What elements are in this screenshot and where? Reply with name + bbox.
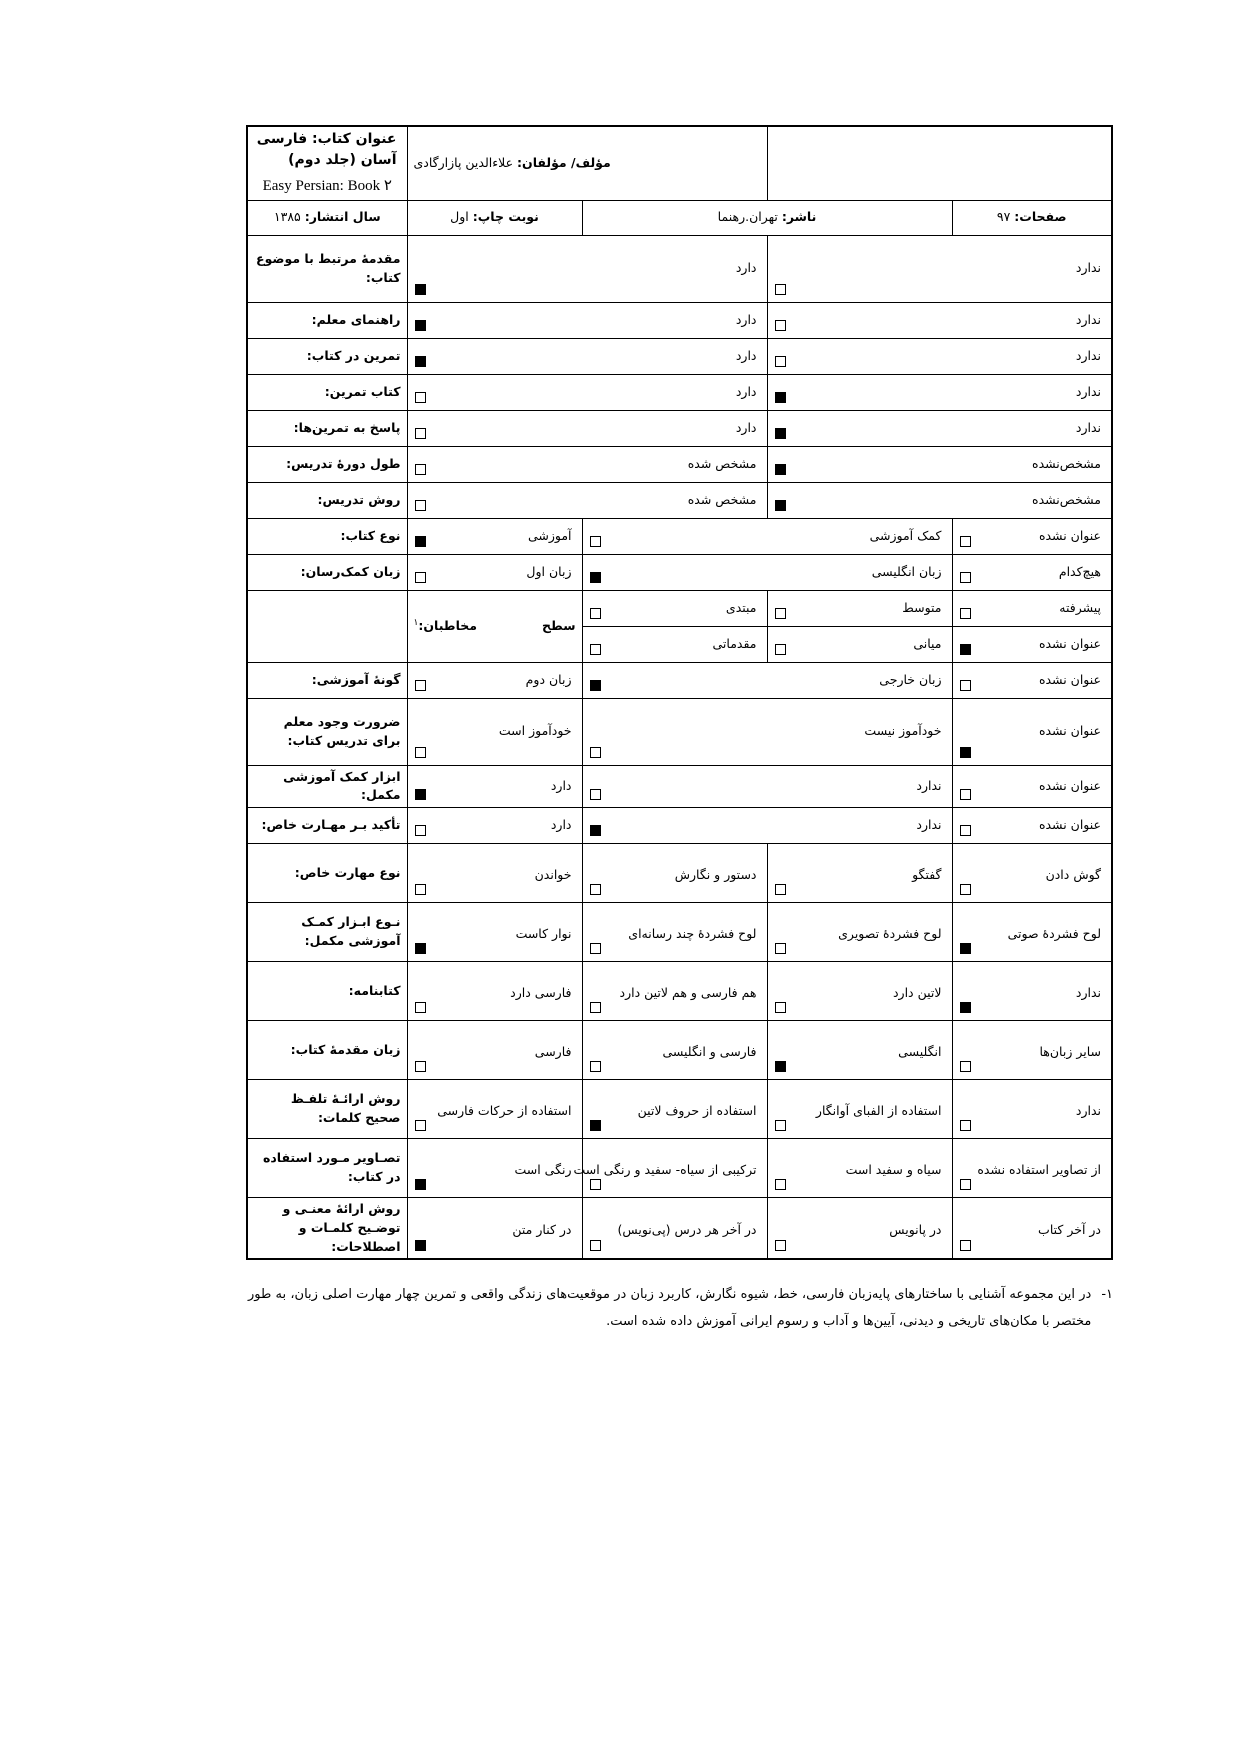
option-cell[interactable] (582, 554, 952, 590)
criterion-label: نوع کتاب: (247, 518, 407, 554)
checkbox-unchecked-icon[interactable] (590, 789, 601, 800)
option-cell[interactable] (952, 518, 1112, 554)
footnote-marker: ۱- (1101, 1287, 1113, 1303)
checkbox-unchecked-icon[interactable] (960, 825, 971, 836)
checkbox-unchecked-icon[interactable] (775, 1240, 786, 1251)
option-cell[interactable] (767, 844, 952, 903)
option-cell[interactable] (767, 1021, 952, 1080)
checkbox-unchecked-icon[interactable] (590, 1002, 601, 1013)
option-label: لوح فشردهٔ تصویری (838, 925, 942, 941)
option-cell[interactable] (407, 662, 582, 698)
option-label: مشخص شده (687, 455, 757, 471)
checkbox-checked-icon[interactable] (775, 1061, 786, 1072)
checkbox-checked-icon[interactable] (590, 825, 601, 836)
option-label: ندارد (1075, 260, 1101, 276)
option-label: در آخر کتاب (1038, 1221, 1101, 1237)
option-cell[interactable] (952, 554, 1112, 590)
option-cell[interactable] (767, 962, 952, 1021)
author-label: مؤلف/ مؤلفان: (517, 154, 611, 170)
option-cell[interactable] (952, 698, 1112, 765)
criterion-row (247, 903, 1112, 962)
checkbox-unchecked-icon[interactable] (415, 680, 426, 691)
criterion-label: تمرین در کتاب: (247, 338, 407, 374)
checkbox-checked-icon[interactable] (775, 392, 786, 403)
criterion-row (247, 698, 1112, 765)
criterion-row (247, 302, 1112, 338)
footnote-text: در این مجموعه آشنایی با ساختارهای پایه‌زبان فارسی، خط، شیوه نگارش، کاربرد زبان در موقعیت‌های زندگی واقعی و تمرین چهار مهارت اصلی زبان، به طور مختصر با مکان‌های تاریخی و دیدنی، آیین‌ها و آداب و رسوم ایرانی آموزش داده شده است. (248, 1287, 1092, 1329)
option-cell[interactable] (407, 962, 582, 1021)
pages-value: ۹۷ (996, 209, 1011, 225)
checkbox-unchecked-icon[interactable] (415, 500, 426, 511)
checkbox-checked-icon[interactable] (590, 1120, 601, 1131)
option-label: سایر زبان‌ها (1039, 1043, 1101, 1059)
checkbox-unchecked-icon[interactable] (775, 943, 786, 954)
option-cell[interactable] (407, 1021, 582, 1080)
publisher-label: ناشر: (781, 209, 817, 225)
criterion-label: ضرورت وجود معلم برای تدریس کتاب: (247, 698, 407, 765)
option-cell[interactable] (767, 1080, 952, 1139)
option-label: ندارد (1075, 984, 1101, 1000)
option-cell[interactable] (582, 903, 767, 962)
option-label: هیچ‌کدام (1058, 563, 1101, 579)
option-cell[interactable] (952, 1139, 1112, 1198)
option-label: سیاه و سفید است (845, 1161, 942, 1177)
option-label: کمک آموزشی (869, 527, 942, 543)
criterion-row (247, 338, 1112, 374)
option-label: لوح فشردهٔ چند رسانه‌ای (628, 925, 757, 941)
checkbox-checked-icon[interactable] (415, 536, 426, 547)
option-cell[interactable] (582, 590, 767, 626)
year-cell (247, 200, 407, 235)
option-label: گفتگو (912, 866, 942, 882)
book-title-fa-value: فارسی آسان (جلد دوم) (256, 131, 397, 168)
criterion-row (247, 374, 1112, 410)
checkbox-unchecked-icon[interactable] (415, 884, 426, 895)
option-label: مشخص‌نشده (1032, 455, 1101, 471)
option-cell[interactable] (407, 518, 582, 554)
author-value: علاءالدین پازارگادی (413, 154, 514, 170)
checkbox-unchecked-icon[interactable] (590, 884, 601, 895)
option-cell[interactable] (407, 338, 767, 374)
checkbox-unchecked-icon[interactable] (960, 1179, 971, 1190)
criterion-label: تأکید بـر مهـارت خاص: (247, 808, 407, 844)
publisher-cell (582, 200, 952, 235)
book-title-cell (247, 126, 407, 200)
option-label: عنوان نشده (1038, 817, 1101, 833)
option-cell[interactable] (767, 626, 952, 662)
option-cell[interactable] (767, 446, 1112, 482)
option-label: دارد (735, 383, 757, 399)
option-cell[interactable] (407, 1139, 582, 1198)
option-label: زبان خارجی (879, 671, 942, 687)
option-cell[interactable] (952, 844, 1112, 903)
checkbox-checked-icon[interactable] (415, 356, 426, 367)
option-label: زبان اول (526, 563, 572, 579)
option-cell[interactable] (767, 410, 1112, 446)
option-cell[interactable] (767, 1139, 952, 1198)
option-label: مبتدی (725, 599, 757, 615)
checkbox-checked-icon[interactable] (415, 1240, 426, 1251)
option-label: دارد (550, 817, 572, 833)
option-label: انگلیسی (898, 1043, 942, 1059)
checkbox-unchecked-icon[interactable] (775, 1120, 786, 1131)
criterion-label: طول دورهٔ تدریس: (247, 446, 407, 482)
option-label: دارد (735, 311, 757, 327)
option-label: خودآموز است (498, 723, 572, 739)
author-cell (407, 126, 767, 200)
criterion-label: گونهٔ آموزشی: (247, 662, 407, 698)
criterion-label: زبان مقدمهٔ کتاب: (247, 1021, 407, 1080)
checkbox-unchecked-icon[interactable] (775, 1179, 786, 1190)
option-label: فارسی (534, 1043, 572, 1059)
criterion-label: سطح مخاطبان:$^۱$ (407, 590, 582, 662)
checkbox-unchecked-icon[interactable] (415, 428, 426, 439)
criterion-row (247, 662, 1112, 698)
option-label: پیشرفته (1059, 599, 1101, 615)
option-label: دارد (735, 260, 757, 276)
criterion-label: روش ارائهٔ معنـی و توضـیح کلمـات و اصطلاحات: (247, 1198, 407, 1260)
criterion-label: مقدمهٔ مرتبط با موضوع کتاب: (247, 235, 407, 302)
option-cell[interactable] (767, 1198, 952, 1260)
option-label: عنوان نشده (1038, 635, 1101, 651)
edition-cell (407, 200, 582, 235)
option-label: عنوان نشده (1038, 777, 1101, 793)
option-cell[interactable] (952, 662, 1112, 698)
option-label: زبان دوم (525, 671, 572, 687)
option-cell[interactable] (582, 698, 952, 765)
header-blank-cell (767, 126, 1112, 200)
checkbox-unchecked-icon[interactable] (775, 284, 786, 295)
option-cell[interactable] (767, 903, 952, 962)
checkbox-checked-icon[interactable] (415, 1179, 426, 1190)
criterion-label: نـوع ابـزار کمـک آموزشی مکمل: (247, 903, 407, 962)
option-label: متوسط (902, 599, 942, 615)
checkbox-unchecked-icon[interactable] (415, 747, 426, 758)
option-label: ندارد (1075, 347, 1101, 363)
option-cell[interactable] (407, 235, 767, 302)
option-cell[interactable] (407, 302, 767, 338)
option-cell[interactable] (767, 590, 952, 626)
option-label: خودآموز نیست (864, 723, 942, 739)
option-label: هم فارسی و هم لاتین دارد (619, 984, 757, 1000)
criterion-row (247, 235, 1112, 302)
option-label: در پانویس (889, 1221, 942, 1237)
option-cell[interactable] (582, 844, 767, 903)
option-label: دستور و نگارش (674, 866, 757, 882)
checkbox-unchecked-icon[interactable] (415, 572, 426, 583)
option-cell[interactable] (407, 410, 767, 446)
criterion-row (247, 518, 1112, 554)
criterion-label: زبان کمک‌رسان: (247, 554, 407, 590)
checkbox-unchecked-icon[interactable] (415, 1120, 426, 1131)
option-label: ندارد (916, 817, 942, 833)
checkbox-checked-icon[interactable] (775, 428, 786, 439)
checkbox-checked-icon[interactable] (415, 789, 426, 800)
pages-label: صفحات: (1014, 209, 1067, 225)
checkbox-unchecked-icon[interactable] (590, 747, 601, 758)
criterion-row (247, 1080, 1112, 1139)
criterion-row (247, 626, 1112, 662)
checkbox-checked-icon[interactable] (775, 464, 786, 475)
checkbox-unchecked-icon[interactable] (960, 1120, 971, 1131)
option-label: رنگی است (514, 1161, 572, 1177)
checkbox-checked-icon[interactable] (415, 284, 426, 295)
checkbox-unchecked-icon[interactable] (590, 608, 601, 619)
option-cell[interactable] (952, 808, 1112, 844)
checkbox-unchecked-icon[interactable] (775, 356, 786, 367)
option-label: عنوان نشده (1038, 671, 1101, 687)
checkbox-unchecked-icon[interactable] (775, 884, 786, 895)
option-cell[interactable] (952, 1021, 1112, 1080)
option-cell[interactable] (767, 235, 1112, 302)
criterion-label: تصـاویر مـورد استفاده در کتاب: (247, 1139, 407, 1198)
option-label: در آخر هر درس (پی‌نویس) (617, 1221, 757, 1237)
checkbox-unchecked-icon[interactable] (960, 1240, 971, 1251)
option-label: لاتین دارد (892, 984, 942, 1000)
option-cell[interactable] (407, 903, 582, 962)
header-row-meta (247, 200, 1112, 235)
criterion-row (247, 410, 1112, 446)
checkbox-unchecked-icon[interactable] (415, 1061, 426, 1072)
option-label: استفاده از حروف لاتین (637, 1102, 757, 1118)
checkbox-unchecked-icon[interactable] (775, 644, 786, 655)
option-cell[interactable] (767, 338, 1112, 374)
book-title-label: عنوان کتاب: (312, 131, 397, 147)
criterion-row (247, 765, 1112, 808)
option-label: استفاده از حرکات فارسی (437, 1102, 572, 1118)
criterion-label: پاسخ به تمرین‌ها: (247, 410, 407, 446)
option-label: فارسی و انگلیسی (662, 1043, 757, 1059)
checkbox-checked-icon[interactable] (590, 680, 601, 691)
option-label: دارد (735, 419, 757, 435)
book-title-en: Easy Persian: Book ۲ (262, 178, 392, 194)
option-label: ندارد (916, 777, 942, 793)
option-cell[interactable] (952, 962, 1112, 1021)
option-label: مقدماتی (712, 635, 757, 651)
option-label: عنوان نشده (1038, 527, 1101, 543)
checkbox-unchecked-icon[interactable] (415, 464, 426, 475)
criteria-rows (247, 235, 1112, 1259)
option-label: در کنار متن (512, 1221, 572, 1237)
criterion-row (247, 1139, 1112, 1198)
footnote-reference: ۱ (413, 617, 419, 628)
option-cell[interactable] (767, 374, 1112, 410)
option-cell[interactable] (767, 482, 1112, 518)
option-cell[interactable] (573, 1139, 767, 1198)
option-cell[interactable] (952, 1080, 1112, 1139)
checkbox-unchecked-icon[interactable] (960, 536, 971, 547)
option-cell[interactable] (407, 482, 767, 518)
option-cell[interactable] (582, 518, 952, 554)
publisher-value: تهران.رهنما (717, 209, 778, 225)
option-label: عنوان نشده (1038, 723, 1101, 739)
option-cell[interactable] (407, 374, 767, 410)
option-cell[interactable] (582, 962, 767, 1021)
criterion-label: روش تدریس: (247, 482, 407, 518)
checkbox-unchecked-icon[interactable] (590, 1061, 601, 1072)
checkbox-unchecked-icon[interactable] (960, 608, 971, 619)
criterion-row (247, 962, 1112, 1021)
footnote (248, 1282, 1113, 1335)
option-label: دارد (735, 347, 757, 363)
checkbox-checked-icon[interactable] (960, 943, 971, 954)
checkbox-checked-icon[interactable] (960, 747, 971, 758)
option-label: ترکیبی از سیاه- سفید و رنگی است (573, 1161, 757, 1177)
criterion-label: ابزار کمک آموزشی مکمل: (247, 765, 407, 808)
checkbox-checked-icon[interactable] (415, 943, 426, 954)
checkbox-unchecked-icon[interactable] (590, 536, 601, 547)
criterion-row (247, 590, 1112, 626)
option-label: لوح فشردهٔ صوتی (1007, 925, 1101, 941)
option-cell[interactable] (582, 765, 952, 808)
criterion-row (247, 808, 1112, 844)
option-cell[interactable] (582, 662, 952, 698)
option-label: آموزشی (527, 527, 572, 543)
option-label: مشخص شده (687, 491, 757, 507)
option-label: از تصاویر استفاده نشده (977, 1161, 1101, 1177)
criterion-label: کتابنامه: (247, 962, 407, 1021)
option-label: خواندن (534, 866, 572, 882)
option-label: دارد (550, 777, 572, 793)
option-label: ندارد (1075, 1102, 1101, 1118)
checkbox-unchecked-icon[interactable] (960, 1061, 971, 1072)
checkbox-unchecked-icon[interactable] (775, 1002, 786, 1013)
checkbox-checked-icon[interactable] (960, 1002, 971, 1013)
checkbox-unchecked-icon[interactable] (960, 572, 971, 583)
criterion-row (247, 1021, 1112, 1080)
checkbox-checked-icon[interactable] (415, 320, 426, 331)
option-label: فارسی دارد (510, 984, 572, 1000)
option-cell[interactable] (952, 626, 1112, 662)
option-cell[interactable] (407, 765, 582, 808)
option-cell[interactable] (952, 903, 1112, 962)
option-cell[interactable] (407, 446, 767, 482)
option-cell[interactable] (407, 554, 582, 590)
criterion-label: روش ارائـهٔ تلفـظ صحیح کلمات: (247, 1080, 407, 1139)
option-cell[interactable] (582, 1080, 767, 1139)
checkbox-unchecked-icon[interactable] (775, 320, 786, 331)
option-label: ندارد (1075, 311, 1101, 327)
option-label: زبان انگلیسی (871, 563, 942, 579)
year-value: ۱۳۸۵ (273, 209, 301, 225)
option-cell[interactable] (767, 302, 1112, 338)
option-cell[interactable] (407, 844, 582, 903)
criterion-row (247, 1198, 1112, 1260)
criterion-row (247, 446, 1112, 482)
checkbox-unchecked-icon[interactable] (960, 884, 971, 895)
checkbox-unchecked-icon[interactable] (590, 644, 601, 655)
criterion-label: راهنمای معلم: (247, 302, 407, 338)
book-evaluation-table (246, 125, 1113, 1260)
checkbox-unchecked-icon[interactable] (590, 943, 601, 954)
checkbox-unchecked-icon[interactable] (590, 1240, 601, 1251)
option-label: نوار کاست (515, 925, 572, 941)
option-label: ندارد (1075, 383, 1101, 399)
criterion-row (247, 554, 1112, 590)
pages-cell (952, 200, 1112, 235)
checkbox-unchecked-icon[interactable] (960, 789, 971, 800)
checkbox-checked-icon[interactable] (590, 572, 601, 583)
book-title-fa (254, 129, 401, 171)
checkbox-unchecked-icon[interactable] (960, 680, 971, 691)
option-label: میانی (913, 635, 942, 651)
year-label: سال انتشار: (304, 209, 381, 225)
option-label: ندارد (1075, 419, 1101, 435)
option-label: مشخص‌نشده (1032, 491, 1101, 507)
option-cell[interactable] (952, 765, 1112, 808)
option-cell[interactable] (407, 698, 582, 765)
criterion-row (247, 844, 1112, 903)
option-label: استفاده از الفبای آوانگار (815, 1102, 942, 1118)
option-cell[interactable] (582, 1021, 767, 1080)
option-cell[interactable] (582, 1198, 767, 1260)
option-cell[interactable] (407, 808, 582, 844)
checkbox-unchecked-icon[interactable] (590, 1179, 601, 1190)
edition-value: اول (450, 209, 469, 225)
criterion-label: کتاب تمرین: (247, 374, 407, 410)
checkbox-unchecked-icon[interactable] (415, 392, 426, 403)
checkbox-unchecked-icon[interactable] (415, 825, 426, 836)
checkbox-unchecked-icon[interactable] (775, 608, 786, 619)
option-cell[interactable] (407, 1080, 582, 1139)
option-cell[interactable] (952, 590, 1112, 626)
checkbox-checked-icon[interactable] (775, 500, 786, 511)
option-cell[interactable] (952, 1198, 1112, 1260)
edition-label: نوبت چاپ: (472, 209, 539, 225)
criterion-label: نوع مهارت خاص: (247, 844, 407, 903)
option-cell[interactable] (582, 626, 767, 662)
option-cell[interactable] (582, 808, 952, 844)
option-cell[interactable] (407, 1198, 582, 1260)
header-row-title (247, 126, 1112, 200)
checkbox-unchecked-icon[interactable] (415, 1002, 426, 1013)
criterion-row (247, 482, 1112, 518)
option-label: گوش دادن (1045, 866, 1101, 882)
checkbox-checked-icon[interactable] (960, 644, 971, 655)
